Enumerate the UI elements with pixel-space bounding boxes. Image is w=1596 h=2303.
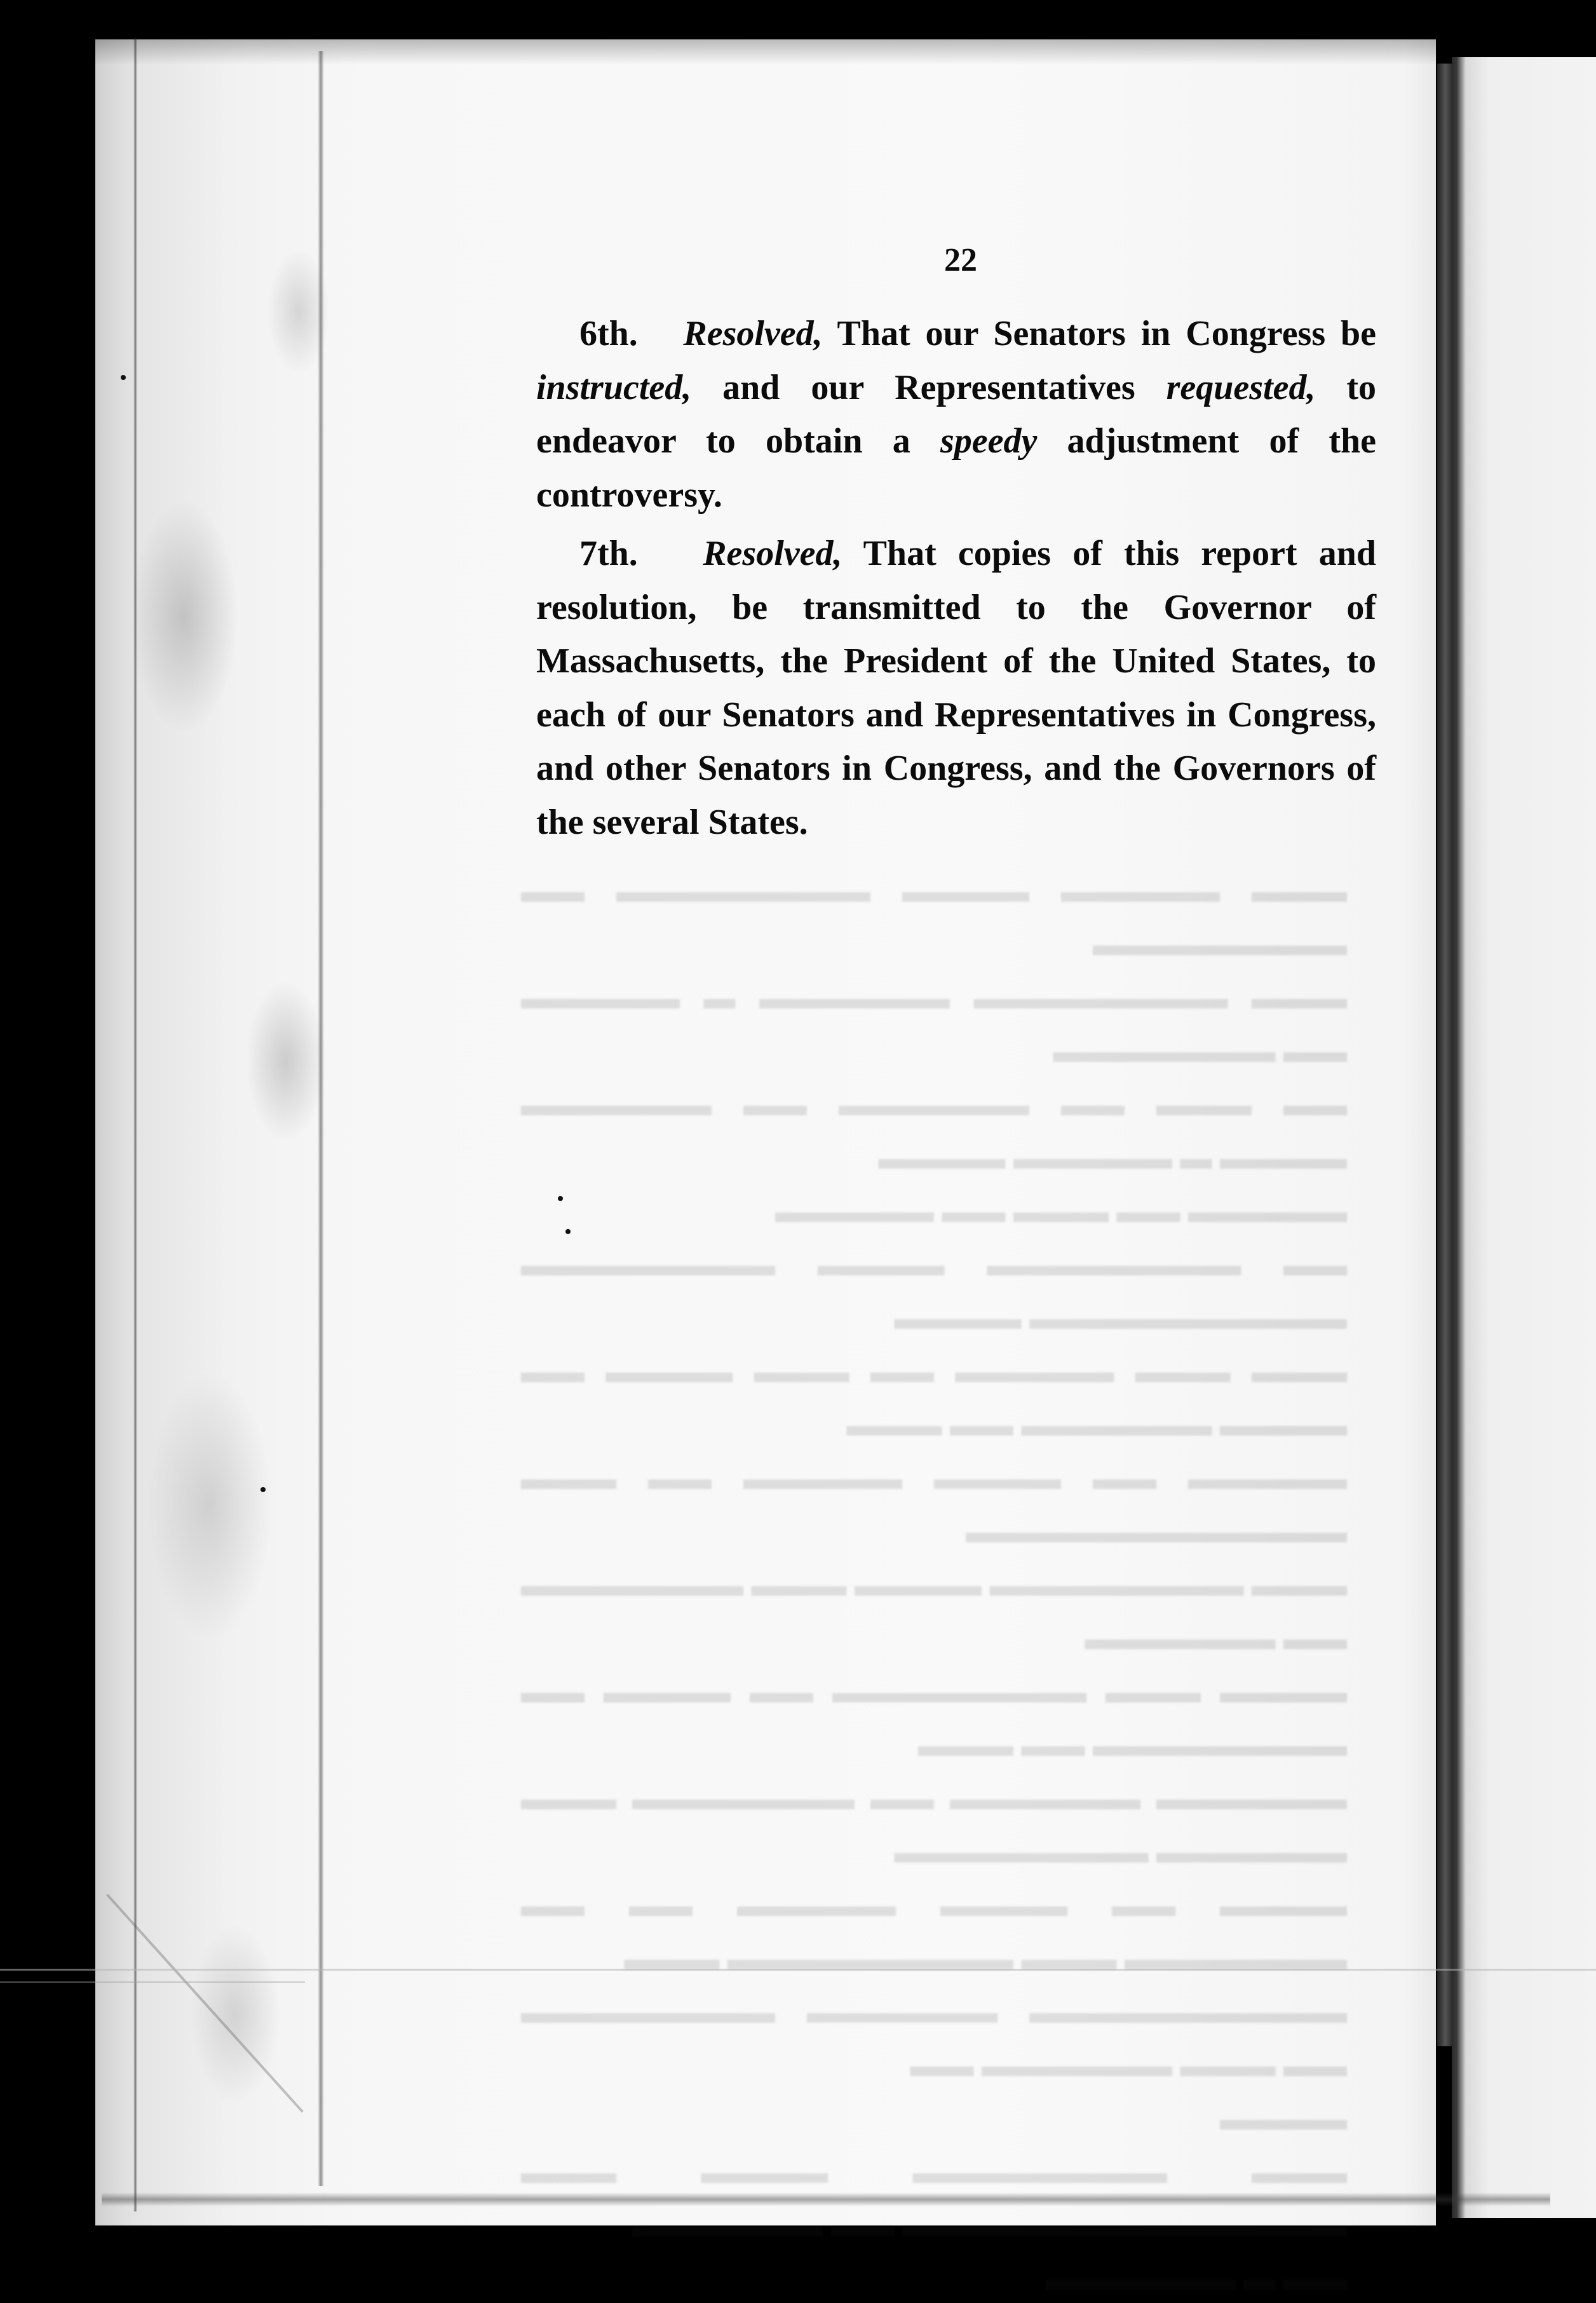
resolution-6 [536,307,1376,522]
margin-stain [108,44,349,2218]
show-through-text: ▬▬▬ ▬▬▬▬▬ ▬▬▬▬ ▬▬▬▬▬▬▬▬ ▬▬ ▬▬▬▬▬▬▬▬ ▬▬▬ ▬▬▬▬▬▬▬▬ ▬▬▬▬▬▬ ▬ ▬▬▬▬▬ ▬▬ ▬▬▬▬▬▬▬ ▬▬ ▬▬▬ ▬▬ ▬▬▬▬▬▬ ▬▬ ▬▬▬▬▬▬ ▬▬▬▬ ▬ ▬▬▬▬▬ ▬▬▬▬ ▬▬▬▬▬ ▬▬ ▬▬▬ ▬▬ ▬▬▬▬▬ ▬▬ ▬▬▬▬▬▬▬▬ ▬▬▬▬ ▬▬▬▬▬▬▬▬ ▬▬▬▬▬▬▬▬▬▬ ▬▬▬▬ ▬▬▬ ▬▬▬ ▬▬▬▬▬ ▬▬ ▬▬▬ ▬▬▬▬ ▬▬ ▬▬▬▬ ▬▬▬▬▬▬ ▬▬ ▬▬▬ ▬▬▬▬▬ ▬▬ ▬▬▬▬ ▬▬▬▬▬ ▬▬ ▬▬▬ ▬▬▬▬▬▬▬▬▬▬▬▬ ▬▬▬ ▬▬▬▬▬▬▬▬ ▬▬▬▬ ▬▬▬ ▬▬▬▬▬▬▬ ▬▬ ▬▬▬▬▬▬ ▬▬▬▬ ▬▬▬ ▬▬▬▬▬▬▬▬ ▬▬ ▬▬▬▬ ▬▬ ▬▬▬▬▬▬▬▬ ▬▬ ▬▬▬ ▬▬▬▬▬▬ ▬▬▬▬▬▬ ▬▬ ▬▬▬▬▬▬▬ ▬▬▬ ▬▬▬▬▬▬ ▬▬▬▬▬▬▬▬ ▬▬▬▬ ▬▬ ▬▬▬▬ ▬▬▬▬▬ ▬▬ ▬▬ ▬▬▬▬▬▬▬ ▬▬▬ ▬▬▬▬▬▬▬▬▬ ▬▬▬ ▬▬▬▬▬▬▬▬▬▬ ▬▬▬▬▬▬ ▬▬▬▬▬▬▬▬ ▬▬ ▬▬▬ ▬▬▬▬▬▬ ▬▬ ▬▬▬▬ ▬▬▬ ▬▬▬▬▬▬▬▬ ▬▬▬▬ ▬▬▬ ▬▬▬▬▬▬▬▬▬▬▬▬▬▬ ▬▬ ▬▬▬▬▬▬ ▬▬ ▬ ▬▬▬▬▬▬ [521,873,1347,2297]
scan-artifact-line-short [0,1981,305,1983]
resolution-text-segment: adjustment of the controversy. [536,421,1376,515]
resolution-text-segment: to endeavor to obtain a [536,367,1377,461]
fold-crease [318,51,324,2186]
page-number: 22 [944,242,977,278]
emphasized-word: instructed, [536,367,692,407]
resolution-text-segment: That our Senators in Congress be [822,314,1376,353]
dust-speck [260,1487,266,1492]
resolution-7 [536,527,1376,849]
emphasized-word: requested, [1166,367,1316,407]
resolutions-text [536,307,1376,849]
resolved-label: Resolved, [683,314,823,353]
resolution-text-segment: and our Representatives [691,367,1167,407]
binding-crease [133,38,137,2211]
resolution-ordinal: 7th. [579,534,638,573]
resolved-label: Resolved, [703,534,842,573]
resolution-body: That copies of this report and resolution, be transmitted to the Governor of Massachusetts, the President of the United States, to each of our Senators and Representatives in Congress, and other Senators in Congress, and the Governors of the several States. [536,534,1376,842]
adjacent-page-edge [1452,57,1596,2218]
dust-speck [121,375,126,380]
dust-speck [558,1196,563,1201]
dust-speck [565,1229,571,1234]
top-shadow [95,39,1436,65]
emphasized-word: speedy [940,421,1038,461]
resolution-ordinal: 6th. [579,314,638,353]
